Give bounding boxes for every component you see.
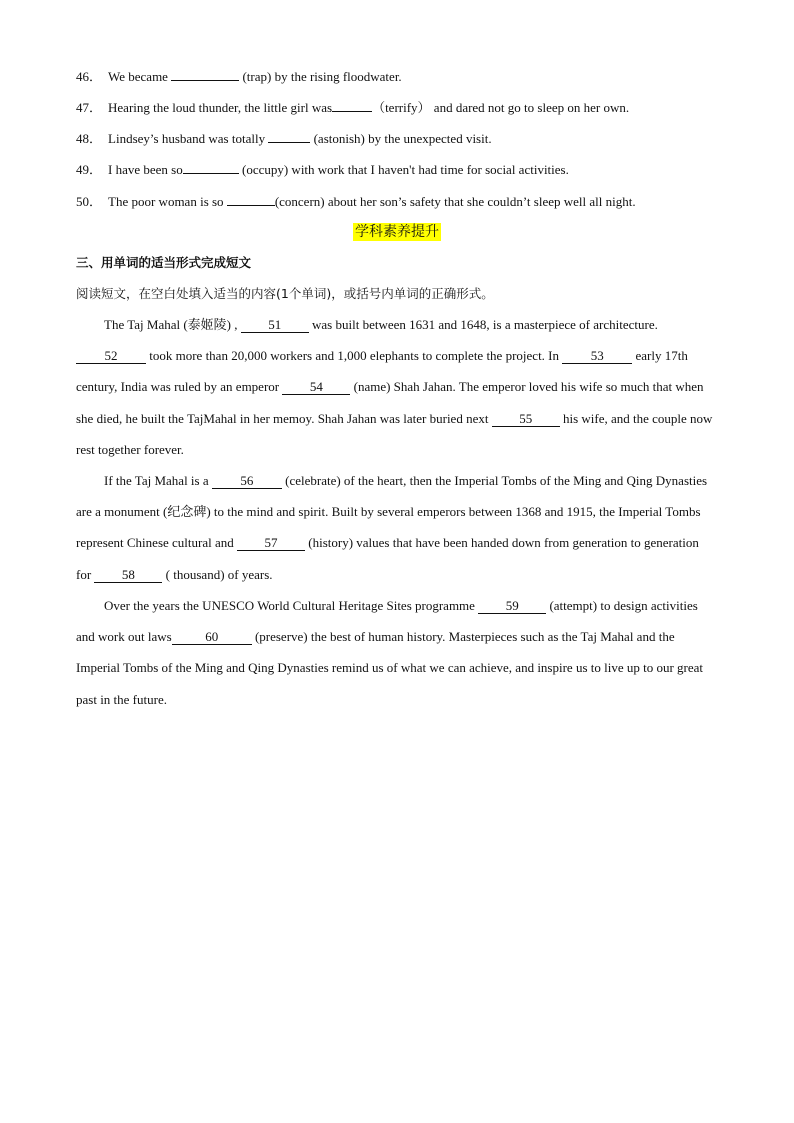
- answer-blank[interactable]: [268, 130, 310, 143]
- passage-text: (history) values that have been handed down from generation to generation for: [76, 535, 699, 582]
- answer-blank[interactable]: [332, 99, 372, 112]
- gap-55[interactable]: 55: [492, 412, 560, 427]
- sentence-text-after: (trap) by the rising floodwater.: [239, 69, 402, 84]
- passage-text: If the Taj Mahal is a: [104, 473, 212, 488]
- passage-text: (attempt) to design activities and work out laws: [76, 598, 698, 645]
- sentence-text-after: （terrify） and dared not go to sleep on her own.: [372, 100, 630, 115]
- sentence-47: [76, 99, 629, 116]
- section-instruction: 阅读短文，在空白处填入适当的内容(1个单词)，或括号内单词的正确形式。: [76, 286, 494, 301]
- sentence-49: [76, 161, 569, 178]
- passage-text: early 17th century, India was ruled by an emperor: [76, 348, 688, 395]
- sentence-50: [76, 193, 636, 210]
- sentence-text-after: (concern) about her son’s safety that she couldn’t sleep well all night.: [274, 194, 636, 209]
- gap-57[interactable]: 57: [237, 536, 305, 551]
- sentence-number: 50．: [76, 194, 103, 209]
- sentence-number: 49．: [76, 162, 103, 177]
- sentence-text-before: Lindsey’s husband was totally: [108, 131, 269, 146]
- highlight-heading-text: 学科素养提升: [355, 224, 439, 240]
- sentence-number: 48．: [76, 131, 103, 146]
- passage-text: The Taj Mahal (泰姬陵) ,: [104, 317, 241, 332]
- passage-text: was built between 1631 and 1648, is a masterpiece of architecture.: [308, 317, 658, 332]
- passage-text: his wife, and the couple now rest together forever.: [76, 410, 713, 457]
- sentence-48: [76, 130, 492, 147]
- gap-53[interactable]: 53: [562, 349, 632, 364]
- sentence-46: [76, 68, 402, 85]
- passage-text: (name) Shah Jahan. The emperor loved his wife so much that when she died, he built the TajMahal in her memoy. Shah Jahan was later buried next: [76, 379, 704, 426]
- gap-52[interactable]: 52: [76, 349, 146, 364]
- passage-paragraph-1: [76, 309, 716, 465]
- sentence-number: 47．: [76, 100, 103, 115]
- gap-56[interactable]: 56: [212, 474, 282, 489]
- passage-paragraph-3: [76, 590, 716, 715]
- gap-59[interactable]: 59: [478, 599, 546, 614]
- answer-blank[interactable]: [183, 161, 239, 174]
- passage-text: ( thousand) of years.: [162, 566, 273, 582]
- sentence-number: 46．: [76, 69, 103, 84]
- highlight-heading: [0, 221, 794, 241]
- passage-text: took more than 20,000 workers and 1,000 elephants to complete the project. In: [146, 348, 563, 364]
- passage-text: (preserve) the best of human history. Masterpieces such as the Taj Mahal and the Imperial Tombs of the Ming and Qing Dynasties remind us of what we can achieve, and inspire us to live up to our great past in the future.: [76, 629, 704, 707]
- sentence-text-before: We became: [108, 69, 172, 84]
- passage-paragraph-2: [76, 465, 716, 590]
- sentence-text-before: The poor woman is so: [108, 194, 227, 209]
- sentence-text-before: I have been so: [108, 162, 183, 177]
- gap-58[interactable]: 58: [94, 568, 162, 583]
- sentence-text-after: (occupy) with work that I haven't had time for social activities.: [238, 162, 569, 177]
- gap-60[interactable]: 60: [172, 630, 252, 645]
- sentence-text-after: (astonish) by the unexpected visit.: [310, 131, 492, 146]
- gap-54[interactable]: 54: [282, 380, 350, 395]
- sentence-text-before: Hearing the loud thunder, the little girl was: [108, 100, 333, 115]
- passage-text: (celebrate) of the heart, then the Imperial Tombs of the Ming and Qing Dynasties are a monument (纪念碑) to the mind and spirit. Built by several emperors between 1368 and 1915, the Imperial Tombs represent Chinese cultural and: [76, 473, 708, 551]
- answer-blank[interactable]: [227, 193, 275, 206]
- answer-blank[interactable]: [171, 68, 239, 81]
- section-title: 三、用单词的适当形式完成短文: [76, 255, 252, 270]
- passage-text: Over the years the UNESCO World Cultural Heritage Sites programme: [104, 598, 479, 613]
- gap-51[interactable]: 51: [241, 318, 309, 333]
